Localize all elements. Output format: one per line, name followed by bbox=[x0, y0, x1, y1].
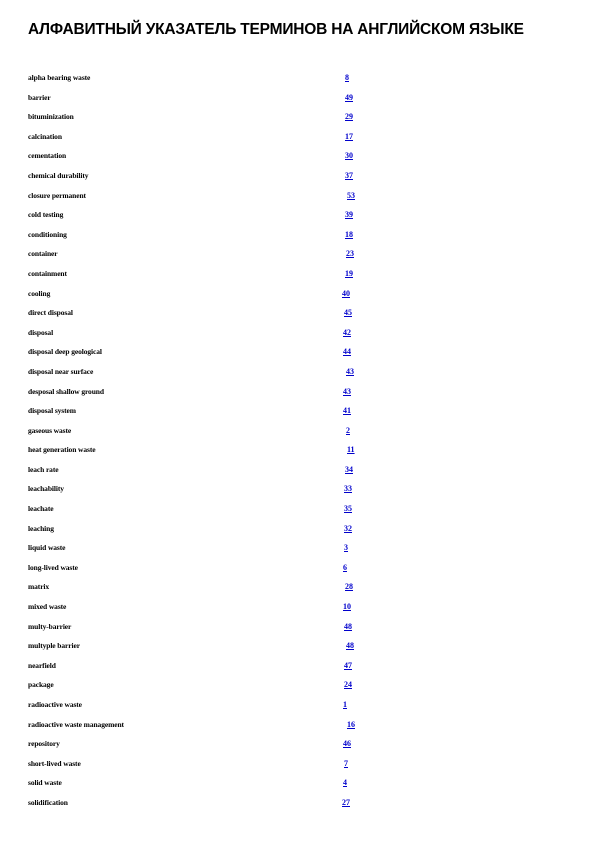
page-number-link[interactable]: 19 bbox=[345, 268, 353, 278]
index-entry bbox=[0, 421, 595, 441]
page-number-link[interactable]: 49 bbox=[345, 92, 353, 102]
index-term: short-lived waste bbox=[28, 758, 81, 768]
index-term: bituminization bbox=[28, 112, 74, 122]
index-term: conditioning bbox=[28, 229, 67, 239]
page-number-link[interactable]: 48 bbox=[346, 641, 354, 651]
index-term: radioactive waste bbox=[28, 700, 82, 709]
index-term: alpha bearing waste bbox=[28, 73, 91, 82]
index-entry bbox=[0, 519, 595, 539]
index-entry bbox=[0, 225, 595, 245]
index-entry bbox=[0, 440, 595, 460]
page-number-link[interactable]: 8 bbox=[345, 73, 349, 82]
index-term: leachate bbox=[28, 504, 54, 514]
index-entry bbox=[0, 323, 595, 343]
index-term: cementation bbox=[28, 151, 67, 161]
page-number-link[interactable]: 46 bbox=[343, 739, 351, 749]
index-term: barrier bbox=[28, 92, 51, 102]
index-entry bbox=[0, 577, 595, 597]
index-entry bbox=[0, 773, 595, 793]
page-number-link[interactable]: 28 bbox=[345, 582, 353, 592]
index-term: direct disposal bbox=[28, 308, 73, 318]
page-number-link[interactable]: 37 bbox=[345, 170, 353, 180]
index-term: cold testing bbox=[28, 210, 64, 220]
index-entry bbox=[0, 460, 595, 480]
index-entry bbox=[0, 734, 595, 754]
index-entry bbox=[0, 107, 595, 127]
page-number-link[interactable]: 24 bbox=[344, 680, 352, 690]
index-entry bbox=[0, 205, 595, 225]
page-number-link[interactable]: 16 bbox=[347, 719, 355, 729]
index-entry bbox=[0, 244, 595, 264]
index-entry bbox=[0, 617, 595, 637]
index-entry bbox=[0, 715, 595, 735]
index-term: disposal near surface bbox=[28, 366, 94, 376]
index-entry bbox=[0, 656, 595, 676]
index-term: repository bbox=[28, 739, 60, 749]
page-number-link[interactable]: 17 bbox=[345, 131, 353, 141]
index-term: nearfield bbox=[28, 660, 56, 670]
index-entry bbox=[0, 538, 595, 558]
index-term: matrix bbox=[28, 582, 50, 592]
page-number-link[interactable]: 34 bbox=[345, 464, 353, 474]
index-term: mixed waste bbox=[28, 602, 67, 612]
index-entry bbox=[0, 675, 595, 695]
index-term: disposal deep geological bbox=[28, 347, 102, 357]
page-number-link[interactable]: 23 bbox=[346, 249, 354, 259]
index-term: heat generation waste bbox=[28, 445, 96, 455]
index-term: cooling bbox=[28, 288, 51, 298]
page-title: АЛФАВИТНЫЙ УКАЗАТЕЛЬ ТЕРМИНОВ НА АНГЛИЙСКОМ ЯЗЫКЕ bbox=[28, 21, 524, 38]
page-number-link[interactable]: 33 bbox=[344, 484, 352, 494]
index-entry bbox=[0, 636, 595, 656]
index-entry bbox=[0, 342, 595, 362]
index-term: leach rate bbox=[28, 464, 59, 474]
index-entry bbox=[0, 793, 595, 813]
index-entry bbox=[0, 499, 595, 519]
page-number-link[interactable]: 43 bbox=[343, 386, 351, 396]
index-entry bbox=[0, 186, 595, 206]
page-number-link[interactable]: 29 bbox=[345, 112, 353, 122]
index-entry bbox=[0, 88, 595, 108]
index-term: calcination bbox=[28, 131, 62, 141]
index-entry bbox=[0, 127, 595, 147]
index-term: chemical durability bbox=[28, 170, 89, 180]
page-number-link[interactable]: 3 bbox=[344, 543, 348, 553]
page-number-link[interactable]: 6 bbox=[343, 562, 347, 572]
index-term: leaching bbox=[28, 523, 54, 533]
index-term: disposal bbox=[28, 327, 54, 337]
index-entry bbox=[0, 479, 595, 499]
index-term: closure permanent bbox=[28, 190, 86, 200]
page-number-link[interactable]: 11 bbox=[347, 445, 355, 455]
page-number-link[interactable]: 32 bbox=[344, 523, 352, 533]
page-number-link[interactable]: 43 bbox=[346, 366, 354, 376]
index-entry bbox=[0, 68, 595, 88]
index-entry bbox=[0, 558, 595, 578]
page-number-link[interactable]: 35 bbox=[344, 504, 352, 514]
index-entry bbox=[0, 695, 595, 715]
index-entry bbox=[0, 284, 595, 304]
page-number-link[interactable]: 42 bbox=[343, 327, 351, 337]
index-term: containment bbox=[28, 268, 67, 278]
page-number-link[interactable]: 18 bbox=[345, 229, 353, 239]
page-number-link[interactable]: 39 bbox=[345, 210, 353, 220]
page-number-link[interactable]: 30 bbox=[345, 151, 353, 161]
index-term: package bbox=[28, 680, 54, 690]
page-number-link[interactable]: 47 bbox=[344, 660, 352, 670]
index-term: multyple barrier bbox=[28, 641, 80, 651]
index-entry bbox=[0, 362, 595, 382]
index-term: disposal system bbox=[28, 406, 76, 416]
page-number-link[interactable]: 7 bbox=[344, 758, 348, 768]
page-number-link[interactable]: 10 bbox=[343, 602, 351, 612]
page-number-link[interactable]: 4 bbox=[343, 778, 347, 788]
page-number-link[interactable]: 45 bbox=[344, 308, 352, 318]
index-term: liquid waste bbox=[28, 543, 66, 553]
page-number-link[interactable]: 1 bbox=[343, 700, 347, 709]
index-term: desposal shallow ground bbox=[28, 386, 104, 396]
index-entry bbox=[0, 146, 595, 166]
page-number-link[interactable]: 53 bbox=[347, 190, 355, 200]
page-number-link[interactable]: 41 bbox=[343, 406, 351, 416]
term-index-list bbox=[0, 68, 595, 813]
index-entry bbox=[0, 382, 595, 402]
index-term: gaseous waste bbox=[28, 425, 72, 435]
index-term: multy-barrier bbox=[28, 621, 72, 631]
index-entry bbox=[0, 166, 595, 186]
page-number-link[interactable]: 40 bbox=[342, 288, 350, 298]
index-entry bbox=[0, 264, 595, 284]
page-number-link[interactable]: 44 bbox=[343, 347, 351, 357]
index-term: solid waste bbox=[28, 778, 62, 788]
index-entry bbox=[0, 754, 595, 774]
index-term: radioactive waste management bbox=[28, 719, 124, 729]
index-term: long-lived waste bbox=[28, 562, 78, 572]
index-entry bbox=[0, 597, 595, 617]
index-term: container bbox=[28, 249, 58, 259]
page-number-link[interactable]: 48 bbox=[344, 621, 352, 631]
index-entry bbox=[0, 303, 595, 323]
page-number-link[interactable]: 27 bbox=[342, 797, 350, 807]
index-term: leachability bbox=[28, 484, 64, 494]
index-entry bbox=[0, 401, 595, 421]
index-term: solidification bbox=[28, 797, 68, 807]
page-number-link[interactable]: 2 bbox=[346, 425, 350, 435]
